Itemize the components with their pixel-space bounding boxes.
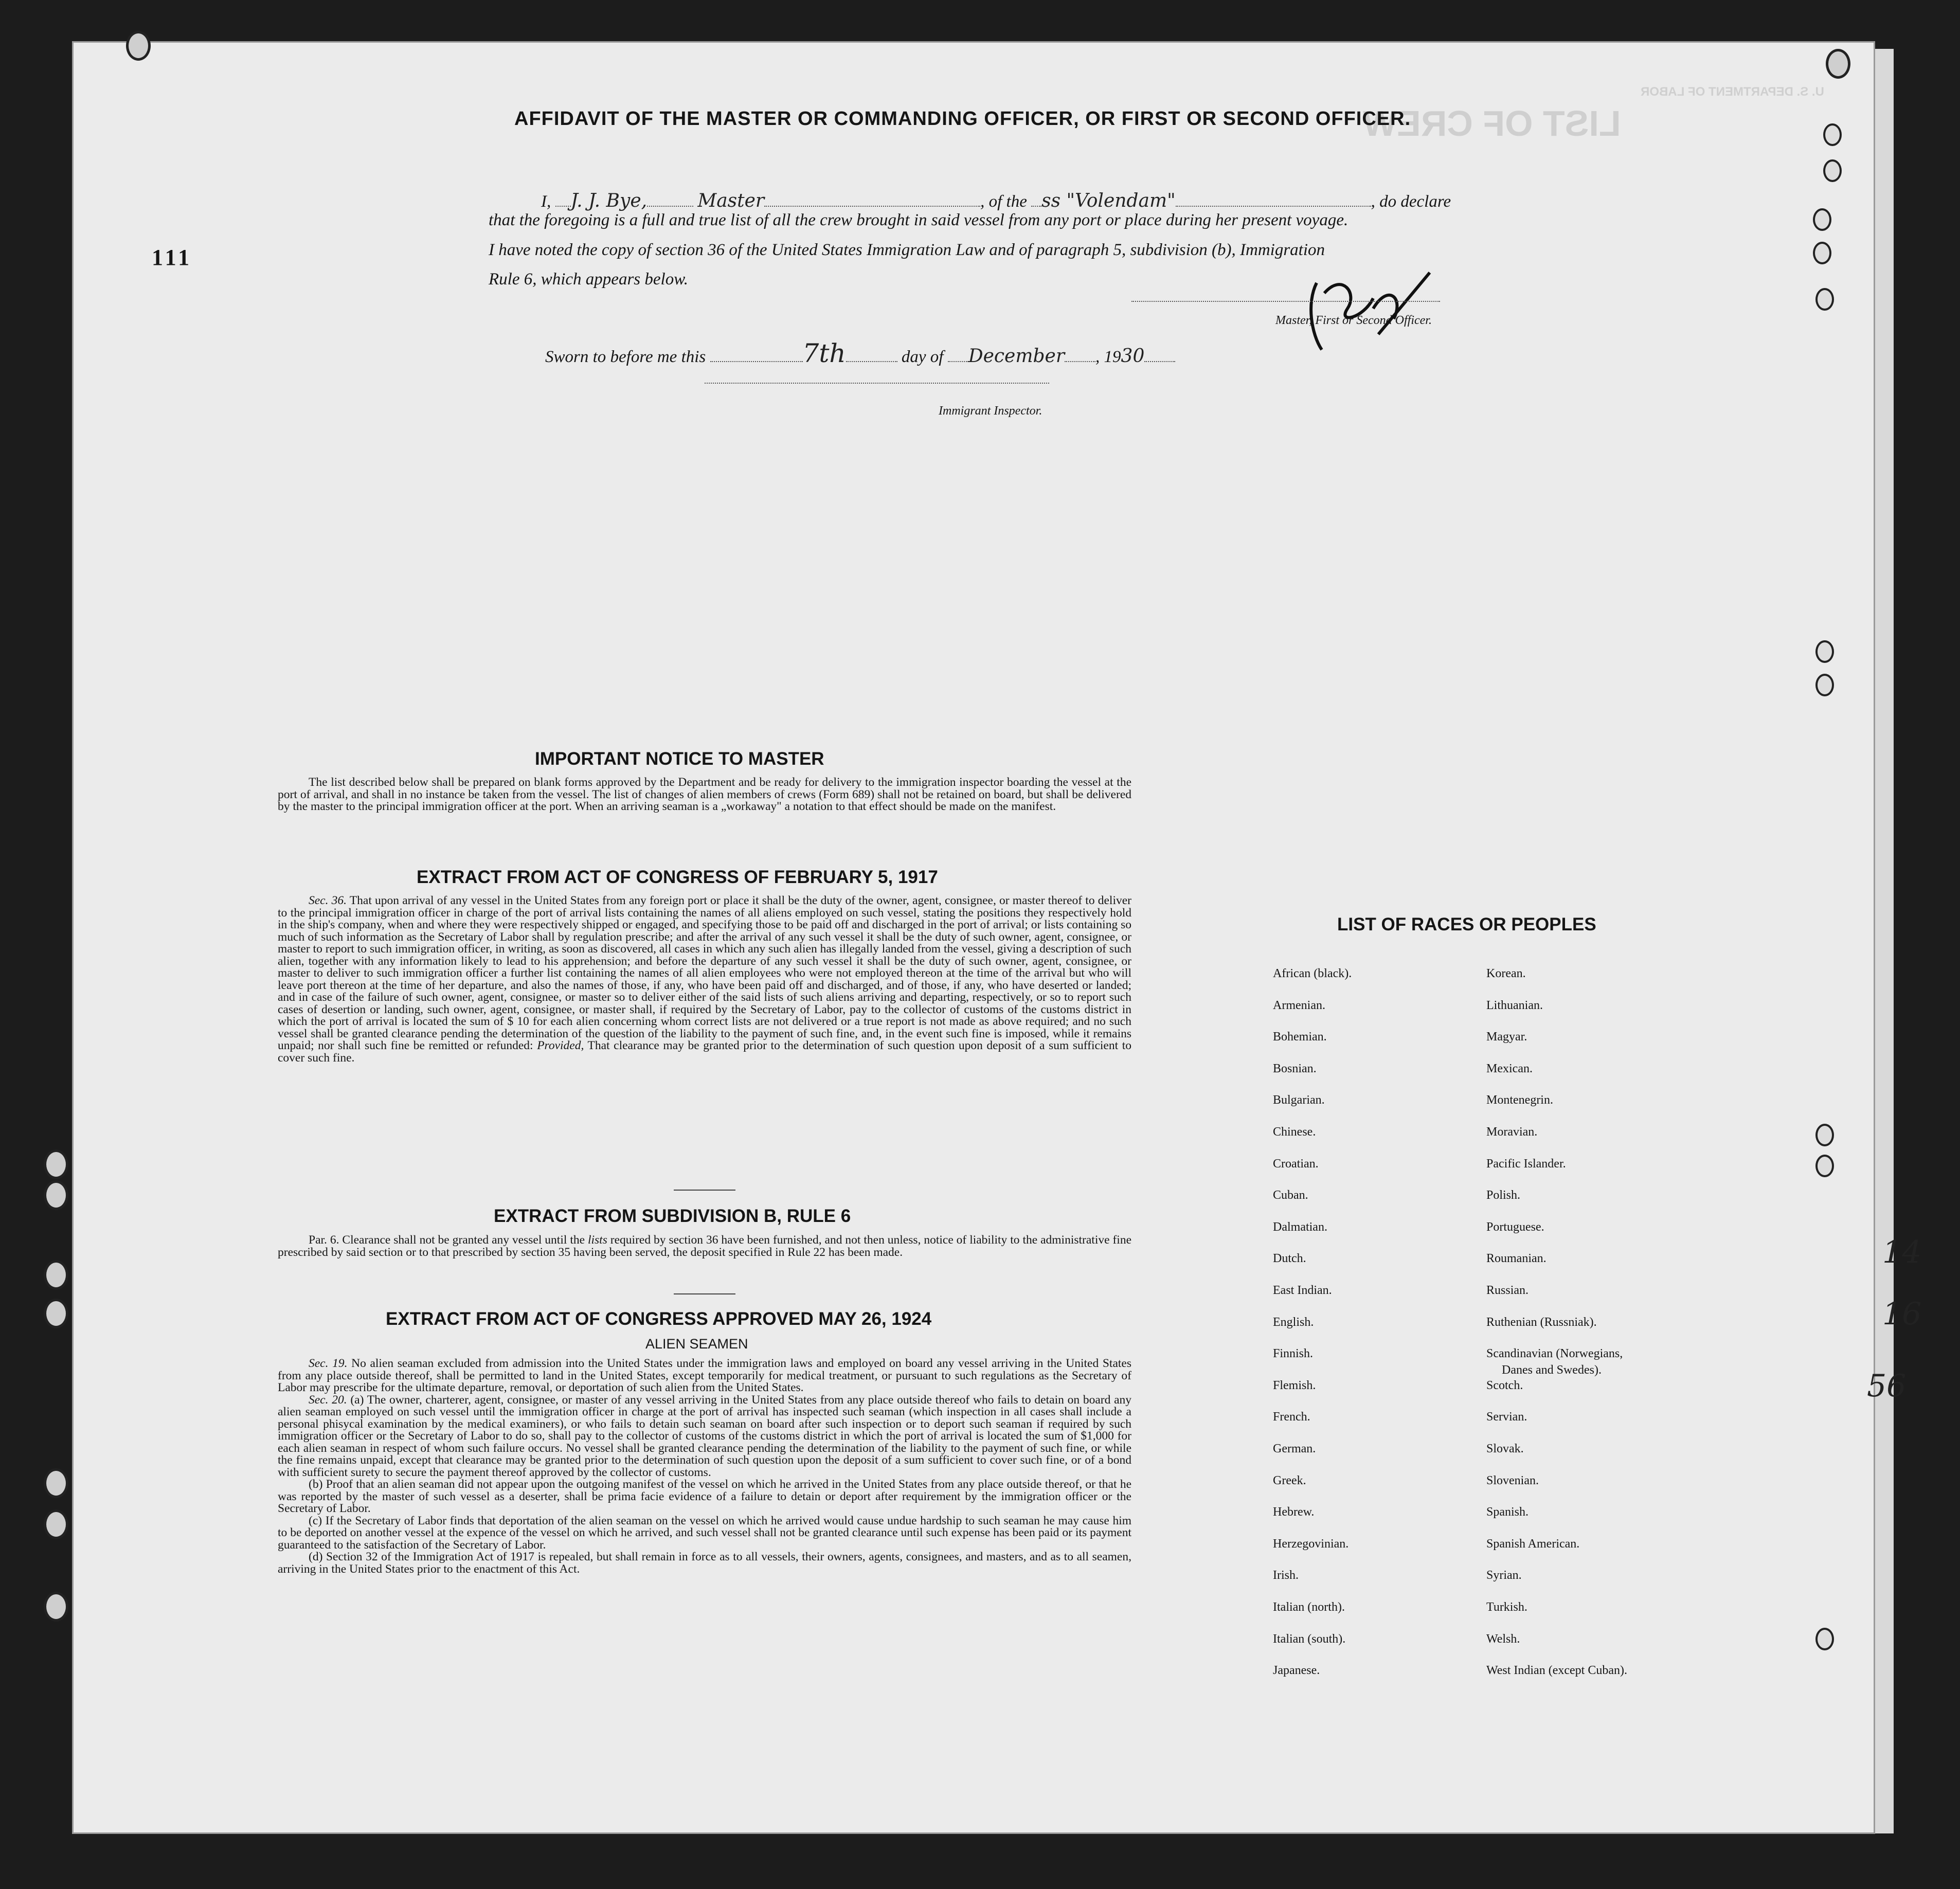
race-item: West Indian (except Cuban). [1486, 1664, 1627, 1678]
race-item: Italian (south). [1273, 1632, 1346, 1646]
lists-word: lists [587, 1233, 607, 1247]
sworn-prefix: Sworn to before me this [545, 348, 706, 366]
binder-hole [1815, 288, 1834, 311]
affidavit-of-the: , of the [980, 192, 1027, 211]
race-item: Roumanian. [1486, 1252, 1547, 1266]
notice-heading: IMPORTANT NOTICE TO MASTER [535, 749, 824, 769]
inspector-signature-line [705, 382, 1049, 384]
race-item: Japanese. [1273, 1664, 1320, 1678]
race-item: Italian (north). [1273, 1600, 1345, 1614]
race-item: Servian. [1486, 1410, 1527, 1424]
year-handwritten: 30 [1121, 346, 1145, 367]
day-handwritten: 7th [802, 338, 846, 368]
race-item: Korean. [1486, 967, 1526, 980]
affidavit-i: I, [541, 192, 551, 211]
race-item: Turkish. [1486, 1600, 1527, 1614]
binder-hole [126, 31, 151, 61]
race-item: Croatian. [1273, 1157, 1319, 1171]
race-item: Pacific Islander. [1486, 1157, 1566, 1171]
signature-label: Master, First or Second Officer. [1275, 314, 1432, 327]
race-item: Bosnian. [1273, 1062, 1317, 1075]
sec-20-label: Sec. 20. [309, 1393, 347, 1407]
affidavit-line-1 [541, 190, 1451, 211]
binder-hole [1815, 674, 1834, 696]
master-signature [1301, 262, 1435, 360]
act-1917-body [278, 895, 1131, 1064]
race-item: Flemish. [1273, 1378, 1316, 1392]
race-item: Scandinavian (Norwegians, [1486, 1347, 1623, 1361]
race-item: Bulgarian. [1273, 1093, 1325, 1107]
rule-6-text-end: required by section 36 have been furnished, and not then unless, notice of liability to the administrative fine prescribed by said section or to that prescribed by section 35 having been served, the deposit specified in Rule 22 has been made. [278, 1233, 1132, 1259]
sec-36-label: Sec. 36. [309, 894, 347, 907]
binder-hole [1815, 1155, 1834, 1177]
affidavit-line-4: Rule 6, which appears below. [489, 270, 689, 289]
race-item: Welsh. [1486, 1632, 1520, 1646]
binder-hole [1813, 208, 1831, 231]
race-item: Dutch. [1273, 1252, 1306, 1266]
sworn-year-prefix: , 19 [1095, 348, 1121, 366]
race-item-scandinavian-cont: Danes and Swedes). [1502, 1363, 1602, 1377]
edge-mark: 16 [1882, 1296, 1922, 1332]
race-item: Scotch. [1486, 1378, 1523, 1392]
binder-hole [44, 1592, 68, 1622]
sec-20c-text: (c) If the Secretary of Labor finds that deportation of the alien seaman on the vessel on which he arrived would cause undue hardship to such seaman he may cause him to be deported on another vessel at the expence of the vessel on which he arrived, and such vessel shall not be granted clearance until such expense has been paid or its payment guaranteed to the satisfaction of the Secretary of Labor. [278, 1514, 1131, 1552]
binder-hole [1813, 242, 1831, 264]
binder-hole [1823, 123, 1842, 146]
sec-19-text: No alien seaman excluded from admission into the United States under the immigration laws and employed on board any vessel arriving in the United States from any place outside thereof, shall be permitted to land in the United States, except temporarily for medical treatment, or pursuant to such regulations as the Secretary of Labor may prescribe for the ultimate departure, removal, or deportation of such alien from the United States. [278, 1357, 1131, 1394]
master-name-handwritten: J. J. Bye, [570, 190, 648, 211]
race-item: Slovak. [1486, 1442, 1524, 1455]
binder-hole [44, 1149, 68, 1179]
edge-mark: 14 [1882, 1234, 1922, 1270]
race-item: African (black). [1273, 967, 1352, 980]
binder-hole [1826, 49, 1850, 79]
binder-hole [1815, 640, 1834, 663]
binder-hole [1815, 1124, 1834, 1146]
signature-line [1131, 300, 1440, 302]
act-1924-heading: EXTRACT FROM ACT OF CONGRESS APPROVED MAY 26, 1924 [386, 1309, 932, 1329]
act-1917-heading: EXTRACT FROM ACT OF CONGRESS OF FEBRUARY 5, 1917 [417, 867, 938, 887]
race-item: Mexican. [1486, 1062, 1533, 1075]
rule-6-heading: EXTRACT FROM SUBDIVISION B, RULE 6 [494, 1206, 851, 1226]
divider [674, 1293, 735, 1294]
act-1924-body [278, 1358, 1131, 1575]
race-item: German. [1273, 1442, 1316, 1455]
affidavit-line-3: I have noted the copy of section 36 of the United States Immigration Law and of paragraph 5, subdivision (b), Immigration [489, 241, 1325, 259]
race-item: Magyar. [1486, 1030, 1527, 1044]
rule-6-body [278, 1234, 1131, 1258]
binder-hole [1815, 1628, 1834, 1650]
race-item: Lithuanian. [1486, 998, 1543, 1012]
binder-hole [44, 1468, 68, 1498]
race-item: English. [1273, 1315, 1314, 1329]
vessel-name-handwritten: ss "Volendam" [1041, 190, 1176, 211]
binder-hole [44, 1260, 68, 1290]
sworn-day-of: day of [901, 348, 944, 366]
sworn-line [545, 338, 1175, 368]
race-item: Moravian. [1486, 1125, 1538, 1139]
race-item: Slovenian. [1486, 1473, 1539, 1487]
race-item: Portuguese. [1486, 1220, 1544, 1234]
race-item: Hebrew. [1273, 1505, 1315, 1519]
edge-mark: 56 [1867, 1368, 1907, 1404]
race-item: Herzegovinian. [1273, 1537, 1349, 1551]
sec-20d-text: (d) Section 32 of the Immigration Act of 1917 is repealed, but shall remain in force as to all vessels, their owners, agents, consignees, and masters, and as to all seamen, arriving in the United States prior to the enactment of this Act. [278, 1550, 1131, 1576]
race-item: Finnish. [1273, 1347, 1314, 1361]
race-item: Cuban. [1273, 1189, 1308, 1202]
inspector-label: Immigrant Inspector. [939, 404, 1042, 418]
race-item: French. [1273, 1410, 1310, 1424]
race-item: Bohemian. [1273, 1030, 1327, 1044]
race-item: East Indian. [1273, 1284, 1332, 1297]
race-item: Spanish. [1486, 1505, 1529, 1519]
sec-19-label: Sec. 19. [309, 1357, 348, 1370]
alien-seamen-subheading: ALIEN SEAMEN [645, 1336, 748, 1352]
race-item: Polish. [1486, 1189, 1521, 1202]
affidavit-declare: , do declare [1371, 192, 1451, 211]
margin-number: 111 [152, 245, 193, 270]
race-item: Armenian. [1273, 998, 1325, 1012]
affidavit-title: AFFIDAVIT OF THE MASTER OR COMMANDING OFFICER, OR FIRST OR SECOND OFFICER. [514, 108, 1411, 130]
binder-hole [44, 1509, 68, 1539]
rank-handwritten: Master [697, 190, 765, 211]
affidavit-line-2: that the foregoing is a full and true list of all the crew brought in said vessel from any port or place during her present voyage. [489, 211, 1348, 229]
race-item: Montenegrin. [1486, 1093, 1553, 1107]
bleed-through-agency: U. S. DEPARTMENT OF LABOR [1641, 85, 1824, 99]
race-item: Russian. [1486, 1284, 1529, 1297]
race-item: Chinese. [1273, 1125, 1316, 1139]
binder-hole [44, 1299, 68, 1328]
binder-hole [1823, 159, 1842, 182]
race-item: Ruthenian (Russniak). [1486, 1315, 1597, 1329]
divider [674, 1190, 735, 1191]
race-item: Greek. [1273, 1473, 1306, 1487]
race-item: Spanish American. [1486, 1537, 1580, 1551]
sec-36-text: That upon arrival of any vessel in the United States from any foreign port or place it shall be the duty of the owner, agent, consignee, or master thereof to deliver to the principal immigration officer in charge of the port of arrival lists containing the names of all aliens employed on such vessel, stating the positions they respectively hold in the ship's company, when and where they were respectively shipped or engaged, and specifying those to be paid off and discharged in the port of arrival; or lists containing so much of such information as the Secretary of Labor shall by regulation prescribe; and after the arrival of any such vessel it shall be the duty of such owner, agent, consignee, or master to report to such immigration officer, in writing, as soon as discovered, all cases in which any such alien has illegally landed from the vessel, giving a description of such alien, together with any information likely to lead to his apprehension; and before the departure of any such vessel it shall be the duty of such owner, agent, consignee, or master to deliver to such immigration officer a further list containing the names of all alien employees who were not employed thereon at the time of the arrival but who will leave port thereon at the time of her departure, and also the names of those, if any, who have been paid off and discharged, and of those, if any, who have deserted or landed; and in case of the failure of such owner, agent, consignee, or master so to deliver either of the said lists of such aliens arriving and departing, respectively, or so to report such cases of desertion or landing, such owner, agent, consignee, or master shall, if required by the Secretary of Labor, pay to the collector of customs of the customs district in which the port of arrival is located the sum of $ 10 for each alien concerning whom correct lists are not delivered or a true report is not made as above required; and no such vessel shall be granted clearance pending the determination of the question of the liability to the payment of such fine, and, in the event such fine is imposed, while it remains unpaid; nor shall such fine be remitted or refunded: [278, 894, 1131, 1052]
rule-6-text-start: Par. 6. Clearance shall not be granted any vessel until the [309, 1233, 585, 1247]
races-heading: LIST OF RACES OR PEOPLES [1337, 914, 1596, 934]
sec-20b-text: (b) Proof that an alien seaman did not appear upon the outgoing manifest of the vessel on which he arrived in the United States from any place outside thereof, or that he was reported by the master of such vessel as a deserter, shall be prima facie evidence of a failure to detain or deport after requirement by the immigration officer or the Secretary of Labor. [278, 1478, 1131, 1515]
sec-36-text-end: That clearance may be granted prior to the determination of such question upon deposit of a sum sufficient to cover such fine. [278, 1039, 1132, 1065]
notice-body [278, 777, 1131, 813]
bleed-through-title: LIST OF CREW [1363, 103, 1621, 143]
binder-hole [44, 1180, 68, 1210]
race-item: Dalmatian. [1273, 1220, 1327, 1234]
provided-label: Provided, [537, 1039, 584, 1052]
race-item: Irish. [1273, 1569, 1299, 1582]
race-item: Syrian. [1486, 1569, 1522, 1582]
sec-20a-text: (a) The owner, charterer, agent, consignee, or master of any vessel arriving in the United States from any place outside thereof who fails to detain on board any alien seaman employed on such vessel until the immigration officer in charge at the port of arrival has inspected such seaman (which inspection in all cases shall include a personal phisycal examination by the medical examiners), or who fails to detain such seaman on board after such inspection or to deport such seaman if required by such immigration officer or the Secretary of Labor to do so, shall pay to the collector of customs of the customs district in which the port of arrival is located the sum of $1,000 for each alien seaman in respect of whom such failure occurs. No vessel shall be granted clearance pending the determination of the liability to the payment of such fine, or while the fine remains unpaid, except that clearance may be granted prior to the determination of such question upon the deposit of a sum sufficient to cover such fine, or of a bond with sufficient surety to secure the payment thereof approved by the collector of customs. [278, 1393, 1131, 1479]
notice-text: The list described below shall be prepared on blank forms approved by the Department and be ready for delivery to the immigration inspector boarding the vessel at the port of arrival, and shall in no instance be taken from the vessel. The list of changes of alien members of crews (Form 689) shall not be retained on board, but shall be delivered by the master to the principal immigration officer at the port. When an arriving seaman is a „workaway" a notation to that effect should be made on the manifest. [278, 776, 1131, 813]
month-handwritten: December [968, 346, 1065, 367]
